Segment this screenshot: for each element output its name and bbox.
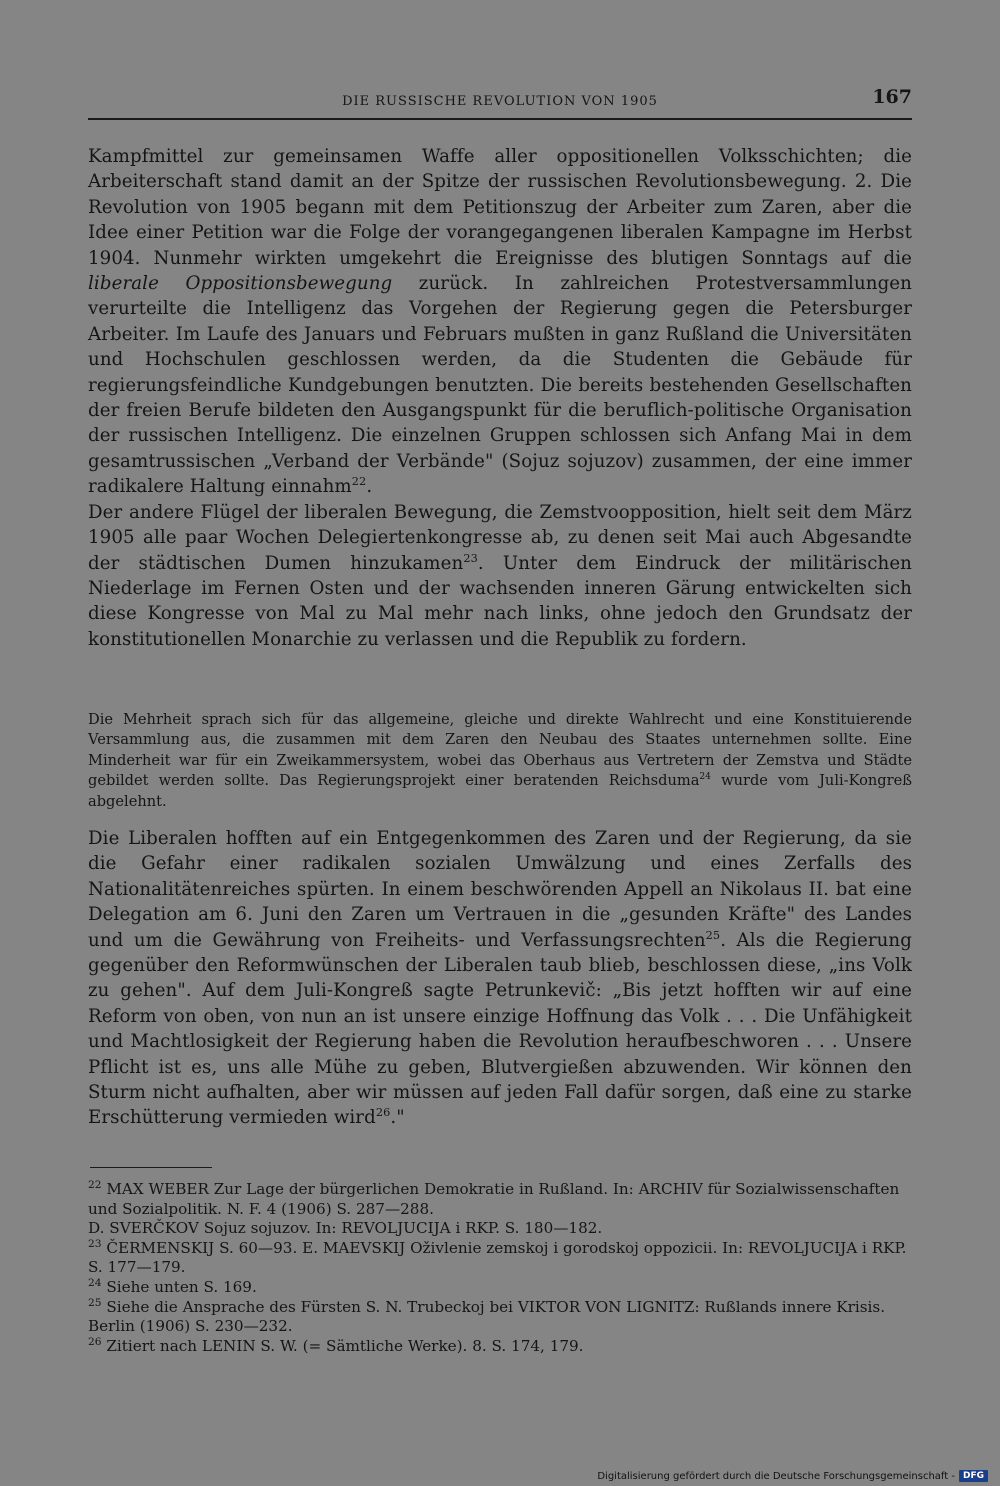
page-number: 167	[872, 86, 912, 108]
digitization-credit	[597, 1470, 988, 1482]
footnote-ref-24[interactable]: 24	[699, 772, 711, 783]
paragraph-2: Der andere Flügel der liberalen Bewegung, die Zemstvoopposition, hielt seit dem März 1905 alle paar Wochen Delegiertenkongresse ab, zu denen seit Mai auch Abgesandte der städtischen Dumen hinzukamen$^{23}$. Unter dem Eindruck der militärischen Niederlage im Fernen Osten und der wachsenden inneren Gärung entwickelten sich diese Kongresse von Mal zu Mal mehr nach links, ohne jedoch den Grundsatz der konstitutionellen Monarchie zu verlassen und die Republik zu fordern.	[88, 501, 912, 650]
footnote-26: $^{26}$ Zitiert nach LENIN S. W. (= Sämtliche Werke). 8. S. 174, 179.	[88, 1334, 584, 1355]
credit-text: Digitalisierung gefördert durch die Deutsche Forschungsgemeinschaft -	[597, 1470, 955, 1482]
dfg-logo-icon: DFG	[959, 1470, 988, 1482]
paragraph-3: Die Liberalen hofften auf ein Entgegenkommen des Zaren und der Regierung, da sie die Gefahr einer radikalen sozialen Umwälzung und eines Zerfalls des Nationalitätenreiches spürten. In einem beschwörenden Appell an Nikolaus II. bat eine Delegation am 6. Juni den Zaren um Vertrauen in die „gesunden Kräfte" des Landes und um die Gewährung von Freiheits- und Verfassungsrechten$^{25}$. Als die Regierung gegenüber den Reformwünschen der Liberalen taub blieb, beschlossen diese, „ins Volk zu gehen". Auf dem Juli-Kongreß sagte Petrunkevič: „Bis jetzt hofften wir auf eine Reform von oben, von nun an ist unsere einzige Hoffnung das Volk . . . Die Unfähigkeit und Machtlosigkeit der Regierung haben die Revolution heraufbeschworen . . . Unsere Pflicht ist es, uns alle Mühe zu geben, Blutvergießen abzuwenden. Wir können den Sturm nicht aufhalten, aber wir müssen auf jeden Fall dafür sorgen, daß eine zu starke Erschütterung vermieden wird$^{26}$."	[88, 828, 912, 1129]
running-header	[88, 88, 912, 120]
footnote-25: $^{25}$ Siehe die Ansprache des Fürsten S. N. Trubeckoj bei VIKTOR VON LIGNITZ: Rußlands innere Krisis. Berlin (1906) S. 230—232.	[88, 1295, 886, 1336]
small-print-paragraph: Die Mehrheit sprach sich für das allgemeine, gleiche und direkte Wahlrecht und eine Konstituierende Versammlung aus, die zusammen mit dem Zaren den Neubau des Staates unternehmen sollte. Eine Minderheit war für ein Zweikammersystem, wobei das Oberhaus aus Vertretern der Zemstva und Städte gebildet werden sollte. Das Regierungsprojekt einer beratenden Reichsduma$^{24}$ wurde vom Juli-Kongreß abgelehnt.	[88, 711, 912, 810]
footnote-ref-22[interactable]: 22	[351, 475, 367, 489]
footnotes	[88, 1177, 912, 1356]
footnote-ref-26[interactable]: 26	[375, 1106, 391, 1120]
footnote-ref-25[interactable]: 25	[705, 928, 721, 942]
footnote-22: $^{22}$ MAX WEBER Zur Lage der bürgerlichen Demokratie in Rußland. In: ARCHIV für Sozialwissenschaften und Sozialpolitik. N. F. 4 (1906) S. 287—288.	[88, 1177, 900, 1218]
paragraph-1: Kampfmittel zur gemeinsamen Waffe aller oppositionellen Volksschichten; die Arbeiterschaft stand damit an der Spitze der russischen Revolutionsbewegung. 2. Die Revolution von 1905 begann mit dem Petitionszug der Arbeiter zum Zaren, aber die Idee einer Petition war die Folge der vorangegangenen liberalen Kampagne im Herbst 1904. Nunmehr wirkten umgekehrt die Ereignisse des blutigen Sonntags auf die liberale Oppositionsbewegung zurück. In zahlreichen Protestversammlungen verurteilte die Intelligenz das Vorgehen der Regierung gegen die Petersburger Arbeiter. Im Laufe des Januars und Februars mußten in ganz Rußland die Universitäten und Hochschulen geschlossen werden, da die Studenten die Gebäude für regierungsfeindliche Kundgebungen benutzten. Die bereits bestehenden Gesellschaften der freien Berufe bildeten den Ausgangspunkt für die beruflich-politische Organisation der russischen Intelligenz. Die einzelnen Gruppen schlossen sich Anfang Mai in dem gesamtrussischen „Verband der Verbände" (Sojuz sojuzov) zusammen, der eine immer radikalere Haltung einnahm$^{22}$.	[88, 146, 912, 498]
footnote-separator	[90, 1167, 212, 1168]
footnote-24: $^{24}$ Siehe unten S. 169.	[88, 1275, 257, 1296]
footnote-22-cont: D. SVERČKOV Sojuz sojuzov. In: REVOLJUCIJA i RKP. S. 180—182.	[88, 1219, 603, 1238]
footnote-ref-23[interactable]: 23	[463, 551, 478, 565]
running-title: DIE RUSSISCHE REVOLUTION VON 1905	[342, 94, 658, 109]
emphasis-liberale-opposition: liberale Oppositionsbewegung	[88, 273, 393, 295]
main-text-lower	[88, 826, 912, 1131]
footnote-23: $^{23}$ ČERMENSKIJ S. 60—93. E. MAEVSKIJ Oživlenie zemskoj i gorodskoj oppozicii. In: REVOLJUCIJA i RKP. S. 177—179.	[88, 1236, 907, 1277]
main-text-upper	[88, 144, 912, 652]
